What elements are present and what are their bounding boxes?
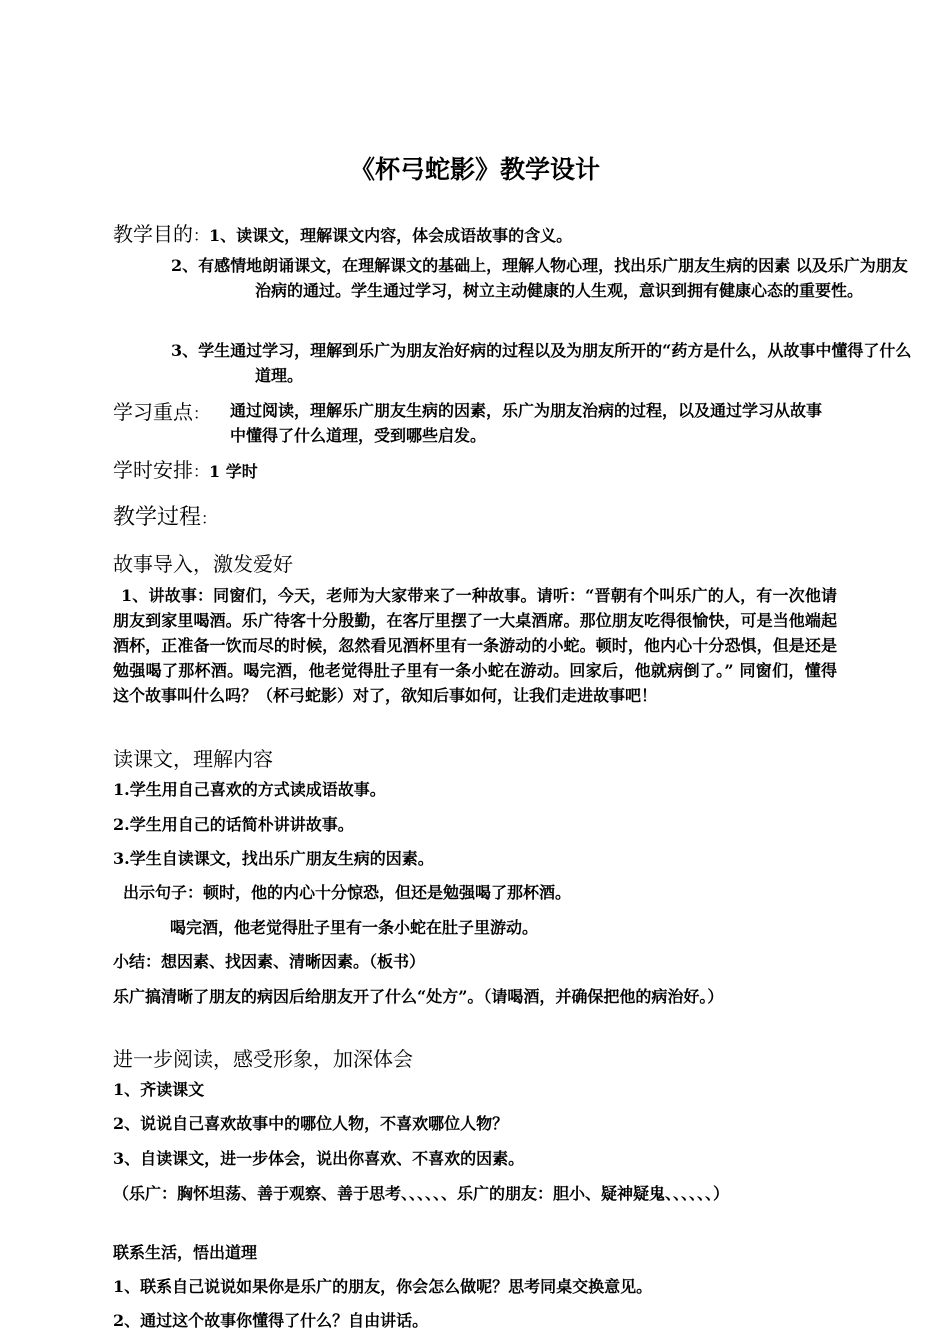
summary-text: 小结：想因素、找因素、清晰因素。（板书）	[113, 952, 426, 971]
prescription-text: 乐广搞清晰了朋友的病因后给朋友开了什么“处方”。（请喝酒，并确保把他的病治好。）	[113, 987, 724, 1006]
section-heading: 联系生活，悟出道理	[113, 1243, 258, 1262]
goals-line-1	[113, 218, 572, 248]
page-title: 《杯弓蛇影》教学设计	[349, 155, 600, 184]
goal-item: 2、有感情地朗诵课文，在理解课文的基础上，理解人物心理，找出乐广朋友生病的因素 以及乐广为朋友治病的通过。学生通过学习，树立主动健康的人生观，意识到拥有健康心态的重要性。	[171, 256, 908, 300]
section-heading: 读课文，理解内容	[113, 747, 273, 771]
goals-label: 教学目的	[113, 222, 193, 246]
list-item: 1、联系自己说说如果你是乐广的朋友，你会怎么做呢？思考同桌交换意见。	[113, 1277, 653, 1296]
list-item: 3、自读课文，进一步体会，说出你喜欢、不喜欢的因素。	[113, 1149, 525, 1168]
list-item: 2、通过这个故事你懂得了什么？自由讲话。	[113, 1311, 429, 1330]
goals-colon: ：	[193, 226, 210, 245]
schedule-label: 学时安排	[113, 458, 193, 482]
key-points-label-row	[113, 396, 209, 426]
quoted-sentence: 喝完酒，他老觉得肚子里有一条小蛇在肚子里游动。	[170, 918, 539, 937]
process-colon: ：	[201, 509, 218, 528]
section-heading: 故事导入，激发爱好	[113, 552, 293, 576]
list-item: 1、齐读课文	[113, 1080, 205, 1099]
goal-item: 1、读课文，理解课文内容，体会成语故事的含义。	[209, 226, 573, 245]
key-points-text: 通过阅读，理解乐广朋友生病的因素，乐广为朋友治病的过程，以及通过学习从故事中懂得了什么道理，受到哪些启发。	[230, 401, 823, 445]
list-item: 3.学生自读课文，找出乐广朋友生病的因素。	[113, 849, 434, 868]
schedule-row	[113, 454, 258, 484]
schedule-colon: ：	[193, 462, 210, 481]
story-paragraph: 1、讲故事：同窗们，今天，老师为大家带来了一种故事。请听：“晋朝有个叫乐广的人，有一次他请朋友到家里喝酒。乐广待客十分殷勤，在客厅里摆了一大桌酒席。那位朋友吃得很愉快，可是当他端起酒杯，正准备一饮而尽的时候，忽然看见酒杯里有一条游动的小蛇。顿时，他内心十分恐惧，但是还是勉强喝了那杯酒。喝完酒，他老觉得肚子里有一条小蛇在游动。回家后，他就病倒了。” 同窗们，懂得这个故事叫什么吗？（杯弓蛇影）对了，欲知后事如何，让我们走进故事吧！	[113, 586, 837, 705]
list-item: 2、说说自己喜欢故事中的哪位人物，不喜欢哪位人物？	[113, 1114, 509, 1133]
list-item: 2.学生用自己的话简朴讲讲故事。	[113, 815, 354, 834]
process-label: 教学过程	[113, 505, 202, 530]
quoted-sentence: 出示句子：顿时，他的内心十分惊恐，但还是勉强喝了那杯酒。	[123, 883, 572, 902]
section-heading: 进一步阅读，感受形象，加深体会	[113, 1047, 413, 1071]
traits-text: （乐广：胸怀坦荡、善于观察、善于思考、、、、、、乐广的朋友：胆小、疑神疑鬼、、、、、、）	[113, 1184, 730, 1203]
goal-item: 3、学生通过学习，理解到乐广为朋友治好病的过程以及为朋友所开的“药方是什么，从故事中懂得了什么道理。	[171, 341, 912, 385]
key-points-label: 学习重点	[113, 400, 193, 424]
schedule-text: 1 学时	[209, 462, 258, 481]
list-item: 1.学生用自己喜欢的方式读成语故事。	[113, 780, 386, 799]
key-points-colon: ：	[193, 404, 210, 423]
process-row	[113, 500, 217, 531]
